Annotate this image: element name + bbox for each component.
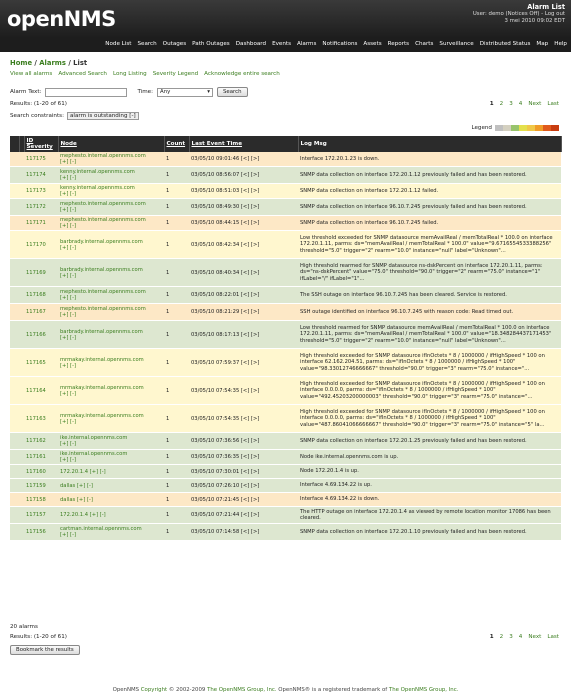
node-link[interactable]: barbrady.internal.opennms.com bbox=[60, 266, 143, 273]
alarm-log-msg: Interface 4.69.134.22 is down. bbox=[298, 493, 561, 507]
alarm-id[interactable]: 117164 bbox=[24, 377, 58, 405]
legend-swatch bbox=[495, 125, 503, 131]
alarm-node bbox=[58, 479, 164, 493]
header-date bbox=[473, 18, 565, 25]
alarm-log-msg: The SSH outage on interface 96.10.7.245 has been cleared. Service is restored. bbox=[298, 287, 561, 304]
page-link[interactable]: 2 bbox=[499, 101, 504, 107]
alarm-log-msg: SSH outage identified on interface 96.10.7.245 with reason code: Read timed out. bbox=[298, 304, 561, 321]
nav-list bbox=[105, 41, 567, 47]
page-link[interactable]: 4 bbox=[518, 634, 523, 640]
time-select[interactable] bbox=[157, 88, 213, 97]
alarm-count-cell[interactable]: 1 bbox=[164, 321, 189, 349]
alarm-last-event: 03/05/10 07:30:01 [<] [>] bbox=[189, 465, 298, 479]
node-link[interactable]: ike.internal.opennms.com bbox=[60, 435, 128, 441]
alarm-log-msg: SNMP data collection on interface 172.20.1.12 failed. bbox=[298, 184, 561, 199]
header-count[interactable] bbox=[164, 136, 189, 152]
alarm-log-msg: High threshold exceeded for SNMP datasource ifInOctets * 8 / 1000000 / ifHighSpeed * 100 on interface 62.162.204.51, parms: ds="ifInOctets * 8 / 1000000 / ifHighSpeed * 100" value="98.33012746666667" threshold="90.0" trigger="3" rearm="75.0" instance="... bbox=[298, 349, 561, 377]
page-link: 1 bbox=[489, 101, 494, 107]
row-select-marker bbox=[10, 184, 19, 199]
nav-item-search[interactable]: Search bbox=[137, 41, 157, 47]
breadcrumb-home[interactable]: Home bbox=[10, 59, 33, 67]
node-filter-actions[interactable]: [+] [-] bbox=[60, 334, 76, 341]
page-link[interactable]: 3 bbox=[509, 634, 513, 640]
search-form bbox=[10, 87, 248, 97]
node-filter-actions[interactable]: [+] [-] bbox=[89, 512, 106, 518]
next-page-link[interactable]: Next bbox=[528, 101, 542, 107]
alarm-count-cell[interactable]: 1 bbox=[164, 479, 189, 493]
alarm-count-cell[interactable]: 1 bbox=[164, 199, 189, 216]
alarm-node bbox=[58, 433, 164, 450]
footer-org-link[interactable]: The OpenNMS Group, Inc. bbox=[388, 687, 459, 693]
legend-swatch bbox=[503, 125, 511, 131]
breadcrumb-alarms[interactable]: Alarms bbox=[39, 59, 66, 67]
table-row bbox=[10, 167, 561, 184]
table-row bbox=[10, 216, 561, 231]
table-row bbox=[10, 433, 561, 450]
nav-item-reports[interactable]: Reports bbox=[387, 41, 410, 47]
alarm-log-msg: High threshold exceeded for SNMP datasource ifInOctets * 8 / 1000000 / ifHighSpeed * 100 on interface 0.0.0.0, parms: ds="ifInOctets * 8 / 1000000 / ifHighSpeed * 100" value="492.45203200000003" threshold="90.0" trigger="3" rearm="75.0" instance="... bbox=[298, 377, 561, 405]
node-link[interactable]: kenny.internal.opennms.com bbox=[60, 185, 135, 191]
table-row bbox=[10, 507, 561, 524]
alarm-count-cell[interactable]: 1 bbox=[164, 493, 189, 507]
alarm-node bbox=[58, 321, 164, 349]
alarm-node bbox=[58, 304, 164, 321]
alarm-count-cell[interactable]: 1 bbox=[164, 405, 189, 433]
alarm-text-label: Alarm Text: bbox=[10, 89, 42, 95]
header-last-event-label[interactable]: Last Event Time bbox=[191, 141, 243, 147]
legend-swatches bbox=[495, 125, 559, 131]
node-filter-actions[interactable]: [+] [-] bbox=[89, 468, 106, 475]
header-node-label[interactable]: Node bbox=[60, 141, 77, 147]
node-filter-actions[interactable]: [+] [-] bbox=[60, 390, 76, 397]
alarm-last-event: 03/05/10 07:21:45 [<] [>] bbox=[189, 493, 298, 507]
alarm-last-event: 03/05/10 07:21:44 [<] [>] bbox=[189, 507, 298, 524]
alarm-node bbox=[58, 231, 164, 259]
table-row bbox=[10, 259, 561, 287]
table-row bbox=[10, 405, 561, 433]
alarm-text-input[interactable] bbox=[45, 88, 127, 97]
alarm-id[interactable]: 117163 bbox=[24, 405, 58, 433]
header-count-label[interactable]: Count bbox=[166, 141, 186, 147]
alarm-node bbox=[58, 377, 164, 405]
node-filter-actions[interactable]: [+] [-] bbox=[60, 175, 76, 181]
node-link[interactable]: dallas bbox=[60, 496, 76, 503]
alarm-node bbox=[58, 287, 164, 304]
alarm-last-event: 03/05/10 07:59:37 [<] [>] bbox=[189, 349, 298, 377]
node-link[interactable]: mephesto.internal.opennms.com bbox=[60, 306, 146, 312]
alarm-log-msg: Node ike.internal.opennms.com is up. bbox=[298, 450, 561, 465]
node-filter-actions[interactable]: [+] [-] bbox=[76, 496, 93, 503]
subnav-link-advanced-search[interactable]: Advanced Search bbox=[58, 71, 107, 77]
row-select-marker bbox=[10, 304, 19, 321]
subnav-link-severity-legend[interactable]: Severity Legend bbox=[152, 71, 199, 77]
alarm-node bbox=[58, 349, 164, 377]
alarm-id[interactable]: 117168 bbox=[24, 287, 58, 304]
constraint-chip[interactable]: alarm is outstanding [-] bbox=[67, 112, 139, 120]
node-link[interactable]: ike.internal.opennms.com bbox=[60, 451, 128, 457]
row-select-marker bbox=[10, 152, 19, 167]
row-select-marker bbox=[10, 524, 19, 541]
alarm-id[interactable]: 117160 bbox=[24, 465, 58, 479]
nav-item-surveillance[interactable]: Surveillance bbox=[439, 41, 474, 47]
alarm-last-event: 03/05/10 07:36:35 [<] [>] bbox=[189, 450, 298, 465]
table-row bbox=[10, 304, 561, 321]
alarm-node bbox=[58, 524, 164, 541]
node-link[interactable]: mrmakay.internal.opennms.com bbox=[60, 356, 144, 363]
alarm-log-msg: Low threshold exceeded for SNMP datasource memAvailReal / memTotalReal * 100.0 on interface 172.20.1.11, parms: ds="memAvailReal / memTotalReal * 100.0" value="9.6716554533388256" threshold="5.0" trigger="2" rearm="10.0" instance="null" label="Unknown"... bbox=[298, 231, 561, 259]
opennms-logo[interactable]: openNMS bbox=[7, 7, 116, 31]
alarm-count-cell[interactable]: 1 bbox=[164, 524, 189, 541]
time-label: Time: bbox=[137, 89, 154, 95]
alarm-last-event: 03/05/10 08:40:34 [<] [>] bbox=[189, 259, 298, 287]
table-header-row bbox=[10, 136, 561, 152]
alarm-table bbox=[10, 136, 562, 541]
row-select-marker bbox=[10, 259, 19, 287]
alarm-subnav bbox=[10, 71, 280, 77]
time-text: 09:02 EDT bbox=[536, 18, 565, 24]
last-page-link[interactable]: Last bbox=[547, 101, 559, 107]
page-title: Alarm List bbox=[527, 3, 565, 11]
page-link[interactable]: 3 bbox=[509, 101, 513, 107]
node-link[interactable]: mephesto.internal.opennms.com bbox=[60, 217, 146, 223]
footer-brand: OpenNMS bbox=[112, 687, 141, 693]
nav-item-help[interactable]: Help bbox=[554, 41, 567, 47]
table-row bbox=[10, 199, 561, 216]
header-log-msg: Log Msg bbox=[298, 136, 561, 152]
alarm-count-cell[interactable]: 1 bbox=[164, 231, 189, 259]
alarm-last-event: 03/05/10 08:56:07 [<] [>] bbox=[189, 167, 298, 184]
table-row bbox=[10, 493, 561, 507]
footer-org-link[interactable]: The OpenNMS Group, Inc. bbox=[207, 687, 277, 693]
alarm-last-event: 03/05/10 08:22:01 [<] [>] bbox=[189, 287, 298, 304]
legend-swatch bbox=[551, 125, 559, 131]
alarm-last-event: 03/05/10 07:26:10 [<] [>] bbox=[189, 479, 298, 493]
table-row bbox=[10, 184, 561, 199]
row-select-marker bbox=[10, 199, 19, 216]
table-row bbox=[10, 479, 561, 493]
alarm-count-cell[interactable]: 1 bbox=[164, 167, 189, 184]
alarm-log-msg: The HTTP outage on interface 172.20.1.4 as viewed by remote location monitor 17086 has been cleared. bbox=[298, 507, 561, 524]
alarm-last-event: 03/05/10 07:36:56 [<] [>] bbox=[189, 433, 298, 450]
node-link[interactable]: barbrady.internal.opennms.com bbox=[60, 328, 143, 335]
page-link[interactable]: 4 bbox=[518, 101, 523, 107]
table-row bbox=[10, 152, 561, 167]
table-row bbox=[10, 377, 561, 405]
legend-label: Legend bbox=[471, 125, 492, 131]
chevron-down-icon: ▾ bbox=[207, 88, 211, 95]
date-text: 3 mei 2010 bbox=[504, 18, 536, 24]
time-select-value: Any bbox=[160, 88, 171, 95]
alarm-id[interactable]: 117169 bbox=[24, 259, 58, 287]
alarm-last-event: 03/05/10 08:49:30 [<] [>] bbox=[189, 199, 298, 216]
alarm-count-cell[interactable]: 1 bbox=[164, 304, 189, 321]
alarm-last-event: 03/05/10 08:42:34 [<] [>] bbox=[189, 231, 298, 259]
node-link[interactable]: 172.20.1.4 bbox=[60, 468, 89, 475]
header-severity[interactable]: Severity bbox=[26, 144, 53, 150]
severity-legend bbox=[471, 125, 559, 131]
node-filter-actions[interactable]: [+] [-] bbox=[60, 191, 76, 197]
row-select-marker bbox=[10, 287, 19, 304]
row-select-marker bbox=[10, 405, 19, 433]
node-filter-actions[interactable]: [+] [-] bbox=[60, 362, 76, 369]
node-filter-actions[interactable]: [+] [-] bbox=[76, 482, 93, 489]
alarm-id[interactable]: 117174 bbox=[24, 167, 58, 184]
alarm-node bbox=[58, 184, 164, 199]
alarm-id[interactable]: 117166 bbox=[24, 321, 58, 349]
alarm-node bbox=[58, 507, 164, 524]
alarm-node bbox=[58, 493, 164, 507]
alarm-id[interactable]: 117165 bbox=[24, 349, 58, 377]
node-filter-actions[interactable]: [+] [-] bbox=[60, 418, 76, 425]
alarm-id[interactable]: 117156 bbox=[24, 524, 58, 541]
legend-swatch bbox=[527, 125, 535, 131]
node-link[interactable]: kenny.internal.opennms.com bbox=[60, 169, 135, 175]
node-link[interactable]: mephesto.internal.opennms.com bbox=[60, 289, 146, 295]
row-select-marker bbox=[10, 493, 19, 507]
constraints-label: Search constraints: bbox=[10, 113, 64, 119]
alarm-count: 20 alarms bbox=[10, 624, 38, 630]
row-select-marker bbox=[10, 450, 19, 465]
alarm-log-msg: SNMP data collection on interface 172.20.1.12 previously failed and has been restored. bbox=[298, 167, 561, 184]
alarm-log-msg: Interface 4.69.134.22 is up. bbox=[298, 479, 561, 493]
alarm-log-msg: SNMP data collection on interface 172.20.1.10 previously failed and has been restored. bbox=[298, 524, 561, 541]
breadcrumb-sep: / bbox=[65, 59, 74, 67]
nav-item-assets[interactable]: Assets bbox=[363, 41, 382, 47]
results-summary-bottom: Results: (1-20 of 61) bbox=[10, 634, 67, 640]
node-filter-actions[interactable]: [+] [-] bbox=[60, 312, 76, 318]
node-filter-actions[interactable]: [+] [-] bbox=[60, 532, 76, 538]
header-select bbox=[10, 136, 19, 152]
node-link[interactable]: mephesto.internal.opennms.com bbox=[60, 153, 146, 159]
node-filter-actions[interactable]: [+] [-] bbox=[60, 207, 76, 213]
node-filter-actions[interactable]: [+] [-] bbox=[60, 159, 76, 165]
alarm-id[interactable]: 117157 bbox=[24, 507, 58, 524]
row-select-marker bbox=[10, 433, 19, 450]
table-row bbox=[10, 321, 561, 349]
bookmark-results-button[interactable]: Bookmark the results bbox=[10, 645, 80, 655]
header-id[interactable]: ID bbox=[26, 138, 34, 144]
alarm-log-msg: High threshold exceeded for SNMP datasource ifInOctets * 8 / 1000000 / ifHighSpeed * 100 on interface 0.0.0.0, parms: ds="ifInOctets * 8 / 1000000 / ifHighSpeed * 100" value="487.86041066666667" threshold="90.0" trigger="3" rearm="75.0" instance="5" la... bbox=[298, 405, 561, 433]
alarm-id[interactable]: 117158 bbox=[24, 493, 58, 507]
node-link[interactable]: mrmakay.internal.opennms.com bbox=[60, 384, 144, 391]
row-select-marker bbox=[10, 377, 19, 405]
row-select-marker bbox=[10, 349, 19, 377]
alarm-node bbox=[58, 450, 164, 465]
alarm-count-cell[interactable]: 1 bbox=[164, 287, 189, 304]
user-status[interactable]: User: demo (Notices Off) - Log out bbox=[472, 11, 565, 17]
node-filter-actions[interactable]: [+] [-] bbox=[60, 244, 76, 251]
search-constraints bbox=[10, 112, 139, 120]
table-row bbox=[10, 349, 561, 377]
alarm-log-msg: SNMP data collection on interface 172.20.1.25 previously failed and has been restored. bbox=[298, 433, 561, 450]
alarm-node bbox=[58, 259, 164, 287]
breadcrumb bbox=[10, 59, 87, 67]
next-page-link[interactable]: Next bbox=[528, 634, 542, 640]
header bbox=[0, 0, 571, 38]
alarm-last-event: 03/05/10 08:21:29 [<] [>] bbox=[189, 304, 298, 321]
alarm-id[interactable]: 117173 bbox=[24, 184, 58, 199]
alarm-last-event: 03/05/10 07:54:35 [<] [>] bbox=[189, 377, 298, 405]
alarm-id[interactable]: 117170 bbox=[24, 231, 58, 259]
header-last-event[interactable] bbox=[189, 136, 298, 152]
pager-top bbox=[490, 101, 559, 107]
alarm-last-event: 03/05/10 08:44:15 [<] [>] bbox=[189, 216, 298, 231]
nav-item-notifications[interactable]: Notifications bbox=[322, 41, 358, 47]
table-row bbox=[10, 450, 561, 465]
legend-swatch bbox=[519, 125, 527, 131]
alarm-log-msg: SNMP data collection on interface 96.10.7.245 previously failed and has been restored. bbox=[298, 199, 561, 216]
node-link[interactable]: cartman.internal.opennms.com bbox=[60, 526, 142, 532]
row-select-marker bbox=[10, 231, 19, 259]
alarm-id[interactable]: 117159 bbox=[24, 479, 58, 493]
alarm-id[interactable]: 117171 bbox=[24, 216, 58, 231]
node-filter-actions[interactable]: [+] [-] bbox=[60, 223, 76, 229]
nav-item-outages[interactable]: Outages bbox=[162, 41, 187, 47]
footer bbox=[0, 687, 571, 693]
row-select-marker bbox=[10, 465, 19, 479]
alarm-node bbox=[58, 216, 164, 231]
row-select-marker bbox=[10, 479, 19, 493]
alarm-count-cell[interactable]: 1 bbox=[164, 184, 189, 199]
node-filter-actions[interactable]: [+] [-] bbox=[60, 272, 76, 279]
alarm-id[interactable]: 117175 bbox=[24, 152, 58, 167]
page-link[interactable]: 2 bbox=[499, 634, 504, 640]
alarm-count-cell[interactable]: 1 bbox=[164, 377, 189, 405]
alarm-last-event: 03/05/10 09:01:46 [<] [>] bbox=[189, 152, 298, 167]
legend-swatch bbox=[511, 125, 519, 131]
breadcrumb-current: List bbox=[73, 59, 88, 67]
table-row bbox=[10, 231, 561, 259]
nav-item-node-list[interactable]: Node List bbox=[105, 41, 132, 47]
page-link: 1 bbox=[489, 634, 494, 640]
table-row bbox=[10, 287, 561, 304]
pager-bottom bbox=[490, 634, 559, 640]
node-link[interactable]: dallas bbox=[60, 482, 76, 489]
alarm-node bbox=[58, 167, 164, 184]
alarm-last-event: 03/05/10 07:54:35 [<] [>] bbox=[189, 405, 298, 433]
nav-item-dashboard[interactable]: Dashboard bbox=[235, 41, 267, 47]
subnav-link-acknowledge-entire-search[interactable]: Acknowledge entire search bbox=[204, 71, 280, 77]
node-filter-actions[interactable]: [+] [-] bbox=[60, 441, 76, 447]
footer-text: © 2002-2009 bbox=[167, 687, 208, 693]
search-button[interactable]: Search bbox=[217, 87, 248, 97]
last-page-link[interactable]: Last bbox=[547, 634, 559, 640]
alarm-log-msg: High threshold rearmed for SNMP datasource ns-dskPercent on interface 172.20.1.11, parms: ds="ns-dskPercent" value="75.0" threshold="90.0" trigger="2" rearm="75.0" instance="1" ifLabel="/" ifLabel="1"... bbox=[298, 259, 561, 287]
alarm-count-cell[interactable]: 1 bbox=[164, 465, 189, 479]
node-link[interactable]: mephesto.internal.opennms.com bbox=[60, 201, 146, 207]
alarm-last-event: 03/05/10 07:14:58 [<] [>] bbox=[189, 524, 298, 541]
breadcrumb-sep: / bbox=[32, 59, 40, 67]
alarm-rows bbox=[10, 152, 561, 541]
node-link[interactable]: barbrady.internal.opennms.com bbox=[60, 238, 143, 245]
alarm-log-msg: SNMP data collection on interface 96.10.7.245 failed. bbox=[298, 216, 561, 231]
header-id-severity[interactable] bbox=[24, 136, 58, 152]
alarm-id[interactable]: 117161 bbox=[24, 450, 58, 465]
row-select-marker bbox=[10, 507, 19, 524]
alarm-node bbox=[58, 199, 164, 216]
alarm-count-cell[interactable]: 1 bbox=[164, 433, 189, 450]
alarm-node bbox=[58, 465, 164, 479]
nav-item-distributed-status[interactable]: Distributed Status bbox=[479, 41, 531, 47]
nav-item-events[interactable]: Events bbox=[272, 41, 292, 47]
alarm-node bbox=[58, 152, 164, 167]
alarm-id[interactable]: 117172 bbox=[24, 199, 58, 216]
legend-swatch bbox=[535, 125, 543, 131]
node-link[interactable]: mrmakay.internal.opennms.com bbox=[60, 412, 144, 419]
nav-item-path-outages[interactable]: Path Outages bbox=[192, 41, 230, 47]
alarm-last-event: 03/05/10 08:51:03 [<] [>] bbox=[189, 184, 298, 199]
main-nav bbox=[0, 38, 571, 52]
results-summary: Results: (1-20 of 61) bbox=[10, 101, 67, 107]
table-row bbox=[10, 465, 561, 479]
alarm-count-cell[interactable]: 1 bbox=[164, 152, 189, 167]
row-select-marker bbox=[10, 216, 19, 231]
alarm-id[interactable]: 117162 bbox=[24, 433, 58, 450]
alarm-log-msg: Interface 172.20.1.23 is down. bbox=[298, 152, 561, 167]
alarm-last-event: 03/05/10 08:17:13 [<] [>] bbox=[189, 321, 298, 349]
header-node[interactable] bbox=[58, 136, 164, 152]
legend-swatch bbox=[543, 125, 551, 131]
footer-text: OpenNMS® is a registered trademark of bbox=[276, 687, 389, 693]
alarm-count-cell[interactable]: 1 bbox=[164, 507, 189, 524]
alarm-count-cell[interactable]: 1 bbox=[164, 216, 189, 231]
alarm-count-cell[interactable]: 1 bbox=[164, 349, 189, 377]
alarm-id[interactable]: 117167 bbox=[24, 304, 58, 321]
node-link[interactable]: 172.20.1.4 bbox=[60, 512, 89, 518]
nav-item-alarms[interactable]: Alarms bbox=[297, 41, 317, 47]
subnav-link-view-all-alarms[interactable]: View all alarms bbox=[10, 71, 53, 77]
alarm-log-msg: Node 172.20.1.4 is up. bbox=[298, 465, 561, 479]
node-filter-actions[interactable]: [+] [-] bbox=[60, 457, 76, 463]
alarm-count-cell[interactable]: 1 bbox=[164, 259, 189, 287]
node-filter-actions[interactable]: [+] [-] bbox=[60, 295, 76, 301]
nav-item-charts[interactable]: Charts bbox=[415, 41, 434, 47]
alarm-node bbox=[58, 405, 164, 433]
table-row bbox=[10, 524, 561, 541]
header-info bbox=[473, 4, 565, 25]
alarm-log-msg: Low threshold rearmed for SNMP datasource memAvailReal / memTotalReal * 100.0 on interface 172.20.1.11, parms: ds="memAvailReal / memTotalReal * 100.0" value="18.348284437171453" threshold="5.0" trigger="2" rearm="10.0" instance="null" label="Unknown"... bbox=[298, 321, 561, 349]
subnav-link-long-listing[interactable]: Long Listing bbox=[112, 71, 147, 77]
alarm-count-cell[interactable]: 1 bbox=[164, 450, 189, 465]
footer-copyright-link[interactable]: Copyright bbox=[140, 687, 168, 693]
row-select-marker bbox=[10, 167, 19, 184]
nav-item-map[interactable]: Map bbox=[536, 41, 549, 47]
row-select-marker bbox=[10, 321, 19, 349]
